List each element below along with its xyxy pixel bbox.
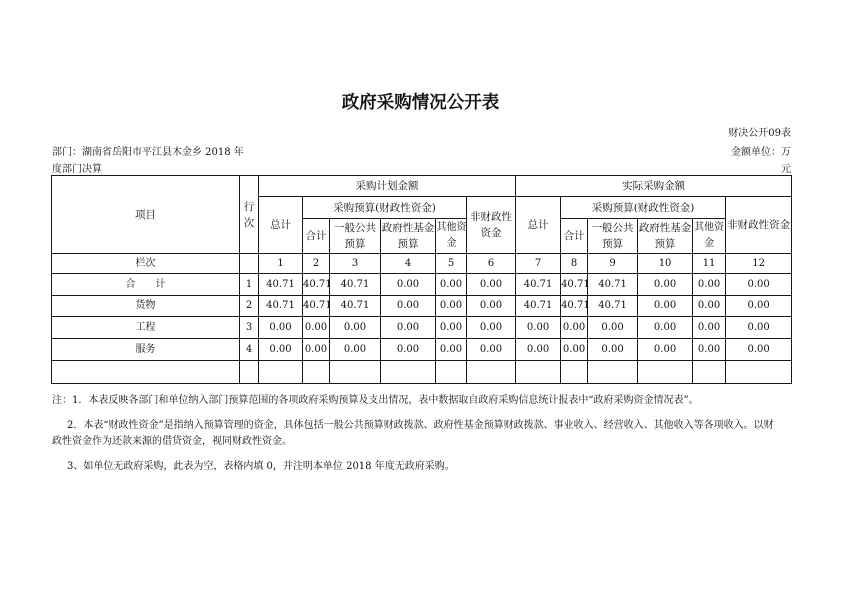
actual-non-fiscal-cell: 0.00 — [726, 274, 792, 296]
planned-other-funds-cell: 0.00 — [436, 274, 467, 296]
table-row — [52, 317, 792, 339]
planned-fund-budget-cell: 0.00 — [381, 317, 436, 339]
actual-subtotal-cell: 40.71 — [561, 274, 588, 296]
procurement-table — [51, 175, 792, 384]
planned-non-fiscal-cell: 0.00 — [467, 317, 516, 339]
header-actual-other-funds — [693, 219, 726, 254]
actual-total-cell: 0.00 — [516, 317, 561, 339]
actual-other-funds-cell: 0.00 — [693, 274, 726, 296]
planned-general-budget-cell: 0.00 — [330, 339, 381, 361]
header-actual-subtotal: 合计 — [561, 219, 588, 254]
empty-cell — [726, 361, 792, 384]
actual-fund-budget-cell: 0.00 — [638, 296, 693, 317]
empty-cell — [436, 361, 467, 384]
column-index: 8 — [561, 254, 588, 274]
actual-other-funds-cell: 0.00 — [693, 296, 726, 317]
planned-general-budget-cell: 0.00 — [330, 317, 381, 339]
planned-non-fiscal-cell: 0.00 — [467, 339, 516, 361]
header-planned-fund-budget-text: 政府性基金预算 — [381, 222, 435, 250]
planned-general-budget-cell: 40.71 — [330, 274, 381, 296]
header-planned-non-fiscal-text: 非财政性资金 — [470, 211, 513, 239]
planned-total-cell: 40.71 — [259, 274, 303, 296]
header-planned-general-budget — [330, 219, 381, 254]
amount-unit-line: 元 — [781, 164, 791, 175]
actual-total-cell: 40.71 — [516, 296, 561, 317]
page-title: 政府采购情况公开表 — [341, 93, 500, 113]
planned-non-fiscal-cell: 0.00 — [467, 274, 516, 296]
empty-cell — [240, 361, 259, 384]
note-1: 注：1．本表反映各部门和单位纳入部门预算范围的各项政府采购预算及支出情况，表中数据取自政府采购信息统计报表中“政府采购资金情况表”。 — [52, 395, 699, 406]
actual-non-fiscal-cell: 0.00 — [726, 317, 792, 339]
item-cell: 服务 — [52, 339, 240, 361]
form-code: 财决公开09表 — [728, 128, 791, 139]
planned-general-budget-cell: 40.71 — [330, 296, 381, 317]
header-row — [52, 176, 792, 197]
line-no-cell: 1 — [240, 274, 259, 296]
header-actual-other-funds-text: 其他资金 — [694, 222, 725, 249]
planned-other-funds-cell: 0.00 — [436, 339, 467, 361]
actual-non-fiscal-cell: 0.00 — [726, 296, 792, 317]
column-index: 5 — [436, 254, 467, 274]
empty-cell — [330, 361, 381, 384]
planned-fund-budget-cell: 0.00 — [381, 339, 436, 361]
header-planned-subtotal: 合计 — [303, 219, 330, 254]
department-line: 部门：湖南省岳阳市平江县木金乡 2018 年 — [52, 147, 244, 158]
planned-fund-budget-cell: 0.00 — [381, 274, 436, 296]
planned-subtotal-cell: 40.71 — [303, 274, 330, 296]
header-line-no-text: 行次 — [243, 200, 255, 229]
table-row-empty — [52, 361, 792, 384]
column-index: 12 — [726, 254, 792, 274]
line-no-cell: 4 — [240, 339, 259, 361]
column-index: 1 — [259, 254, 303, 274]
actual-general-budget-cell: 0.00 — [588, 317, 638, 339]
amount-unit-label — [731, 144, 791, 178]
actual-subtotal-cell: 40.71 — [561, 296, 588, 317]
column-index: 11 — [693, 254, 726, 274]
header-planned-other-funds — [436, 219, 467, 254]
empty-cell — [638, 361, 693, 384]
header-line-no — [240, 176, 259, 254]
column-index: 4 — [381, 254, 436, 274]
item-cell: 货物 — [52, 296, 240, 317]
empty-cell — [259, 361, 303, 384]
column-index: 9 — [588, 254, 638, 274]
planned-subtotal-cell: 0.00 — [303, 317, 330, 339]
empty-cell — [588, 361, 638, 384]
note-2-line: 政性资金作为还款来源的借贷资金，视同财政性资金。 — [52, 436, 292, 447]
planned-total-cell: 0.00 — [259, 317, 303, 339]
empty-cell — [516, 361, 561, 384]
item-cell: 合 计 — [52, 274, 240, 296]
actual-non-fiscal-cell: 0.00 — [726, 339, 792, 361]
column-index: 2 — [303, 254, 330, 274]
planned-other-funds-cell: 0.00 — [436, 296, 467, 317]
header-actual-general-budget-text: 一般公共预算 — [591, 222, 634, 250]
planned-subtotal-cell: 0.00 — [303, 339, 330, 361]
note-2-line: 2．本表“财政性资金”是指纳入预算管理的资金，具体包括一般公共预算财政拨款、政府性基金预算财政拨款、事业收入、经营收入、其他收入等各项收入。以财 — [67, 420, 774, 431]
actual-total-cell: 40.71 — [516, 274, 561, 296]
column-index-empty — [240, 254, 259, 274]
actual-fund-budget-cell: 0.00 — [638, 317, 693, 339]
planned-total-cell: 0.00 — [259, 339, 303, 361]
header-actual-non-fiscal: 非财政性资金 — [726, 197, 792, 254]
table-row — [52, 339, 792, 361]
line-no-cell: 2 — [240, 296, 259, 317]
planned-total-cell: 40.71 — [259, 296, 303, 317]
column-index: 3 — [330, 254, 381, 274]
empty-cell — [52, 361, 240, 384]
actual-general-budget-cell: 40.71 — [588, 274, 638, 296]
actual-total-cell: 0.00 — [516, 339, 561, 361]
actual-other-funds-cell: 0.00 — [693, 317, 726, 339]
header-actual-fund-budget-text: 政府性基金预算 — [638, 222, 692, 250]
header-item: 项目 — [52, 176, 240, 254]
line-no-cell: 3 — [240, 317, 259, 339]
header-actual-budget-group: 采购预算(财政性资金) — [561, 197, 726, 219]
empty-cell — [467, 361, 516, 384]
header-actual-fund-budget — [638, 219, 693, 254]
planned-fund-budget-cell: 0.00 — [381, 296, 436, 317]
actual-fund-budget-cell: 0.00 — [638, 274, 693, 296]
header-planned-non-fiscal — [467, 197, 516, 254]
header-planned-general-budget-text: 一般公共预算 — [334, 222, 376, 250]
actual-fund-budget-cell: 0.00 — [638, 339, 693, 361]
actual-general-budget-cell: 40.71 — [588, 296, 638, 317]
actual-other-funds-cell: 0.00 — [693, 339, 726, 361]
column-index-row — [52, 254, 792, 274]
amount-unit-line: 金额单位：万 — [731, 147, 791, 158]
actual-subtotal-cell: 0.00 — [561, 317, 588, 339]
header-planned-group: 采购计划金额 — [259, 176, 516, 197]
note-3: 3、如单位无政府采购，此表为空，表格内填 0，并注明本单位 2018 年度无政府采购。 — [67, 461, 455, 472]
item-cell: 工程 — [52, 317, 240, 339]
header-actual-total: 总计 — [516, 197, 561, 254]
note-2 — [52, 418, 774, 450]
column-index: 7 — [516, 254, 561, 274]
header-planned-budget-group: 采购预算(财政性资金) — [303, 197, 467, 219]
table-row — [52, 274, 792, 296]
column-index: 10 — [638, 254, 693, 274]
table-row — [52, 296, 792, 317]
column-index-label: 栏次 — [52, 254, 240, 274]
header-planned-total: 总计 — [259, 197, 303, 254]
header-planned-other-funds-text: 其他资金 — [436, 222, 467, 249]
planned-non-fiscal-cell: 0.00 — [467, 296, 516, 317]
planned-subtotal-cell: 40.71 — [303, 296, 330, 317]
actual-subtotal-cell: 0.00 — [561, 339, 588, 361]
department-line: 度部门决算 — [52, 164, 102, 175]
empty-cell — [303, 361, 330, 384]
actual-general-budget-cell: 0.00 — [588, 339, 638, 361]
empty-cell — [693, 361, 726, 384]
header-planned-fund-budget — [381, 219, 436, 254]
header-actual-group: 实际采购金额 — [516, 176, 792, 197]
column-index: 6 — [467, 254, 516, 274]
empty-cell — [381, 361, 436, 384]
planned-other-funds-cell: 0.00 — [436, 317, 467, 339]
department-label — [52, 144, 244, 178]
empty-cell — [561, 361, 588, 384]
header-actual-general-budget — [588, 219, 638, 254]
